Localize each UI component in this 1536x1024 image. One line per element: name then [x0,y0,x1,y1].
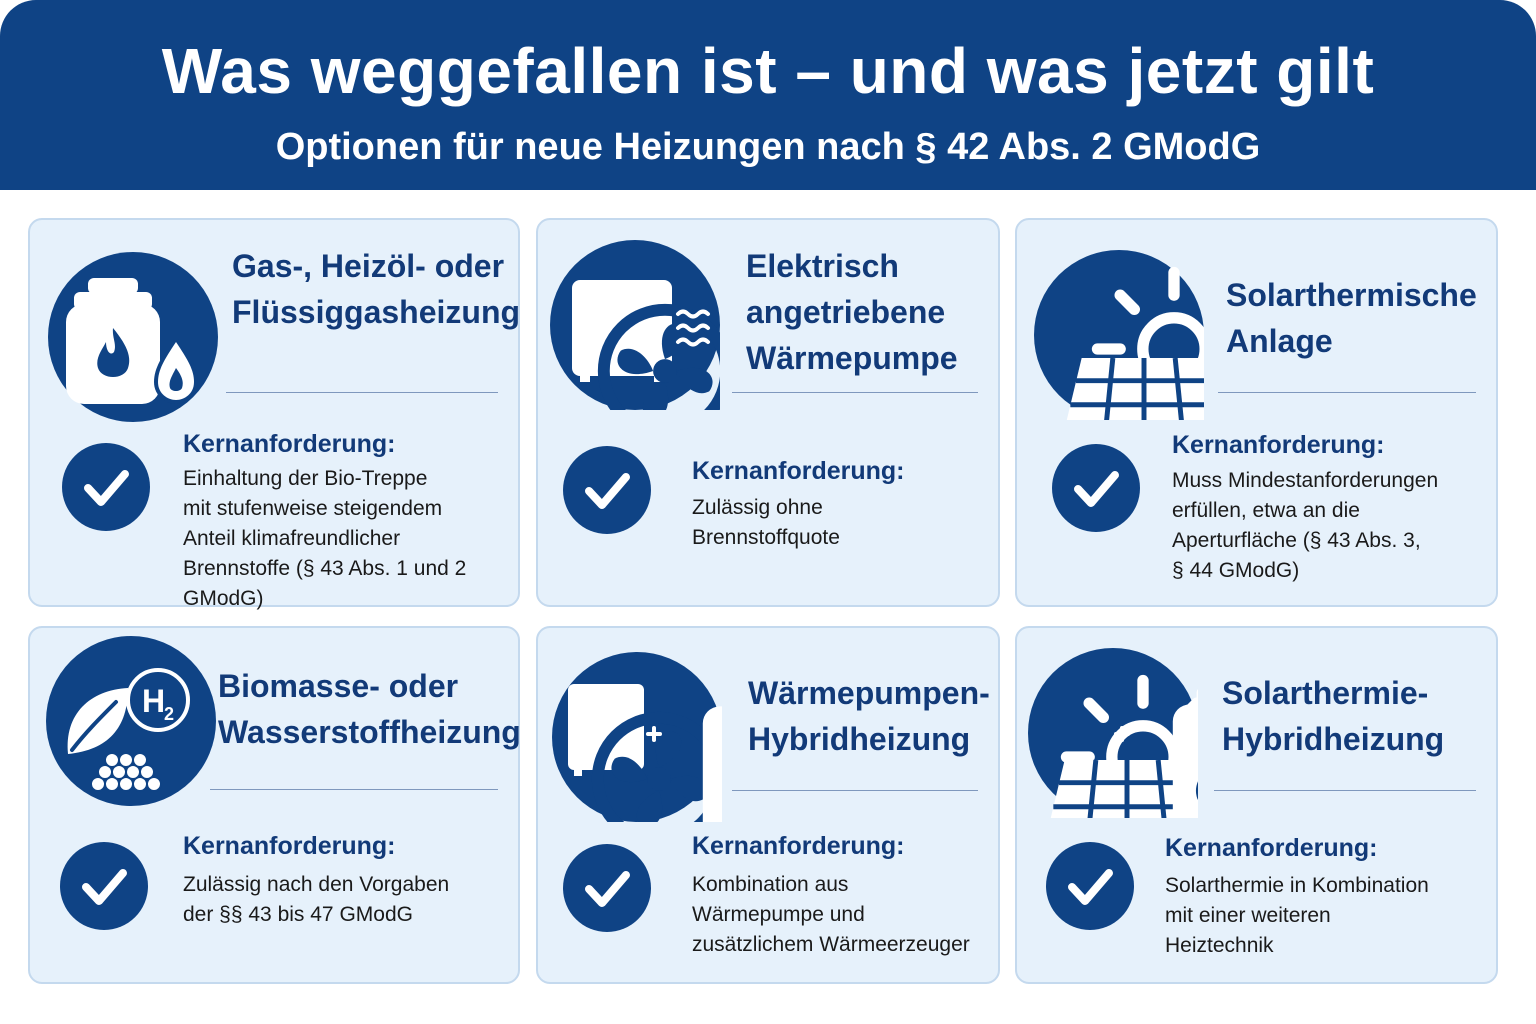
card-title-biomass-hydrogen: Biomasse- oder Wasserstoffheizung [218,668,521,750]
check-icon [1052,444,1140,532]
header-banner [0,0,1536,190]
solar-panel-icon [1034,250,1204,420]
requirement-label: Kernanforderung: [1172,431,1385,459]
card-title-heat-pump-hybrid: Wärmepumpen- Hybridheizung [748,675,990,757]
divider [732,392,978,393]
divider [1214,790,1476,791]
check-icon [563,844,651,932]
card-title-heat-pump: Elektrisch angetriebene Wärmepumpe [746,248,958,376]
card-title-solar-hybrid: Solarthermie- Hybridheizung [1222,675,1445,757]
divider [226,392,498,393]
requirement-label: Kernanforderung: [183,832,396,860]
requirement-text: Zulässig ohne Brennstoffquote [692,496,840,549]
leaf-hydrogen-pellets-icon [46,636,216,806]
requirement-label: Kernanforderung: [692,457,905,485]
check-icon [60,842,148,930]
hydrogen-subscript: 2 [164,704,175,724]
divider [1218,392,1476,393]
card-title-solar-thermal: Solarthermische Anlage [1226,277,1477,359]
requirement-label: Kernanforderung: [692,832,905,860]
heat-pump-icon [550,240,720,410]
requirement-text: Solarthermie in Kombination mit einer weiteren Heiztechnik [1165,874,1429,957]
solar-plus-boiler-icon [1028,648,1198,818]
divider [210,789,498,790]
card-title-fossil: Gas-, Heizöl- oder Flüssiggasheizung [232,248,521,330]
heat-pump-plus-boiler-icon [552,652,722,822]
requirement-label: Kernanforderung: [1165,834,1378,862]
requirement-text: Zulässig nach den Vorgaben der §§ 43 bis 47 GModG [183,873,450,926]
fuel-tank-flame-icon [48,252,218,422]
requirement-text: Kombination aus Wärmepumpe und zusätzlichem Wärmeerzeuger [692,873,970,956]
check-icon [62,443,150,531]
hydrogen-symbol: H [142,683,166,719]
requirement-label: Kernanforderung: [183,430,396,458]
page-subtitle: Optionen für neue Heizungen nach § 42 Abs. 2 GModG [275,126,1261,168]
requirement-text: Einhaltung der Bio-Treppe mit stufenweise steigendem Anteil klimafreundlicher Brennstoffe (§ 43 Abs. 1 und 2 GModG) [183,467,467,610]
divider [732,790,978,791]
requirement-text: Muss Mindestanforderungen erfüllen, etwa an die Aperturfläche (§ 43 Abs. 3, § 44 GModG) [1172,469,1439,582]
check-icon [563,446,651,534]
check-icon [1046,842,1134,930]
page-title: Was weggefallen ist – und was jetzt gilt [161,35,1375,107]
